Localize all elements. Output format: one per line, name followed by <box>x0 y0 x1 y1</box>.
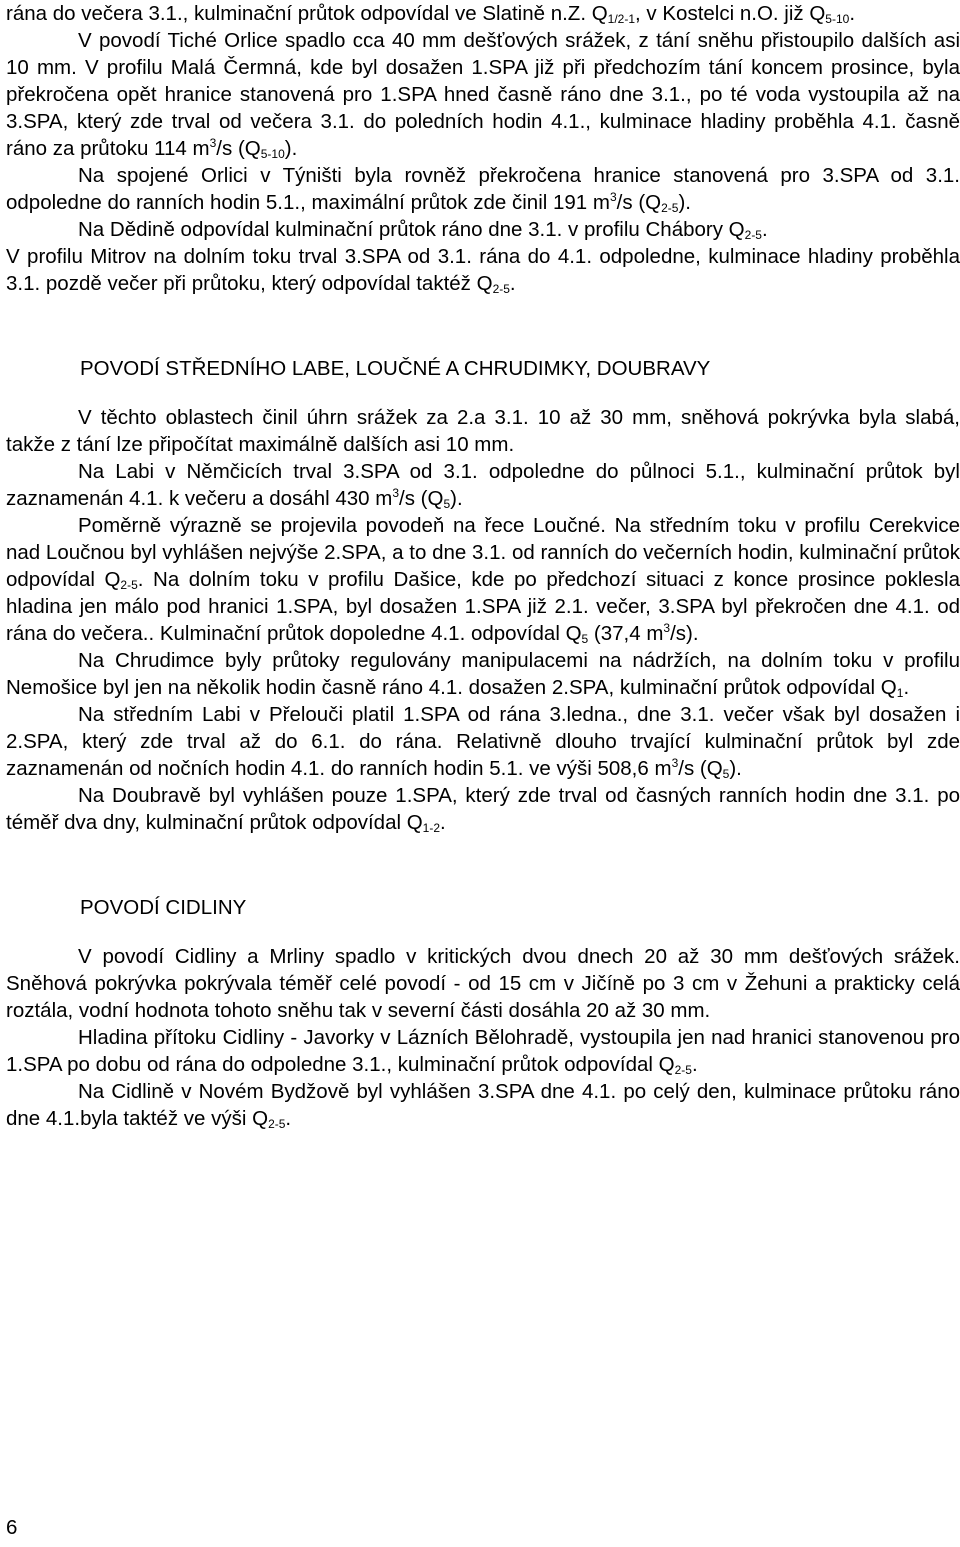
document-page <box>6 0 960 1132</box>
paragraph-loucna: Poměrně výrazně se projevila povodeň na řece Loučné. Na středním toku v profilu Cerekvice nad Loučnou byl vyhlášen nejvýše 2.SPA, a to dne 3.1. od ranních do večerních hodin, kulminační průtok odpovídal $Q_{2-5}$. Na dolním toku v profilu Dašice, kde po předchozí situaci z konce prosince poklesla hladina jen málo pod hranici 1.SPA, byl dosažen 1.SPA již 2.1. večer, 3.SPA byl překročen dne 4.1. od rána do večera.. Kulminační průtok dopoledne 4.1. odpovídal $Q_5$ (37,4 $m^3/s$). <box>6 514 960 646</box>
paragraph-dedina: Na Dědině odpovídal kulminační průtok ráno dne 3.1. v profilu Chábory $Q_{2-5}$. <box>78 218 768 242</box>
paragraph-chrudimka: Na Chrudimce byly průtoky regulovány manipulacemi na nádržích, na dolním toku v profilu Nemošice byl jen na několik hodin časně ráno 4.1. dosažen 2.SPA, kulminační průtok odpovídal $Q_1$. <box>6 649 960 700</box>
paragraph-doubrava: Na Doubravě byl vyhlášen pouze 1.SPA, který zde trval od časných ranních hodin dne 3.1. po téměř dva dny, kulminační průtok odpovídal $Q_{1-2}$. <box>6 784 960 835</box>
paragraph-javorka: Hladina přítoku Cidliny - Javorky v Lázních Bělohradě, vystoupila jen nad hranici stanovenou pro 1.SPA po dobu od rána do odpoledne 3.1., kulminační průtok odpovídal $Q_{2-5}$. <box>6 1026 960 1077</box>
paragraph-mitrov: V profilu Mitrov na dolním toku trval 3.SPA od 3.1. rána do 4.1. odpoledne, kulminace hladiny proběhla 3.1. pozdě večer při průtoku, který odpovídal taktéž $Q_{2-5}$. <box>6 245 960 296</box>
page-number: 6 <box>6 1516 18 1539</box>
paragraph-nemcice: Na Labi v Němčicích trval 3.SPA od 3.1. odpoledne do půlnoci 5.1., kulminační průtok byl zaznamenán 4.1. k večeru a dosáhl 430 $m^3/s$ $(Q_5)$. <box>6 460 960 511</box>
section-heading-stredni-labe: POVODÍ STŘEDNÍHO LABE, LOUČNÉ A CHRUDIMKY, DOUBRAVY <box>80 357 711 380</box>
paragraph-ticha-orlice: V povodí Tiché Orlice spadlo cca 40 mm dešťových srážek, z tání sněhu přistoupilo dalších asi 10 mm. V profilu Malá Čermná, kde byl dosažen 1.SPA již při předchozím tání koncem prosince, byla překročena opět hranice stanovená pro 1.SPA hned časně ráno dne 3.1., po té voda vystoupila až na 3.SPA, který zde trval od večera 3.1. do poledních hodin 4.1., kulminace hladiny proběhla 4.1. časně ráno za průtoku 114 $m^3/s$ $(Q_{5-10})$. <box>6 29 960 161</box>
paragraph-orlice-continued: rána do večera 3.1., kulminační průtok odpovídal ve Slatině n.Z. $Q_{1/2-1}$, v Kostelci n.O. již $Q_{5-10}$. <box>6 2 856 26</box>
paragraph-tyniste: Na spojené Orlici v Týništi byla rovněž překročena hranice stanovená pro 3.SPA od 3.1. odpoledne do ranních hodin 5.1., maximální průtok zde činil 191 $m^3/s$ $(Q_{2-5})$. <box>6 164 960 215</box>
paragraph-novy-bydzov: Na Cidlině v Novém Bydžově byl vyhlášen 3.SPA dne 4.1. po celý den, kulminace průtoku ráno dne 4.1.byla taktéž ve výši $Q_{2-5}$. <box>6 1080 960 1131</box>
paragraph-srazky-labe: V těchto oblastech činil úhrn srážek za 2.a 3.1. 10 až 30 mm, sněhová pokrývka byla slabá, takže z tání lze připočítat maximálně dalších asi 10 mm. <box>6 406 960 456</box>
section-heading-cidlina: POVODÍ CIDLINY <box>80 896 247 919</box>
paragraph-prelouc: Na středním Labi v Přelouči platil 1.SPA od rána 3.ledna., dne 3.1. večer však byl dosažen i 2.SPA, který zde trval až do 6.1. do rána. Relativně dlouho trvající kulminační průtok byl zde zaznamenán od nočních hodin 4.1. do ranních hodin 5.1. ve výši 508,6 $m^3/s$ $(Q_5)$. <box>6 703 960 781</box>
paragraph-srazky-cidlina: V povodí Cidliny a Mrliny spadlo v kritických dvou dnech 20 až 30 mm dešťových srážek. Sněhová pokrývka pokrývala téměř celé povodí - od 15 cm v Jičíně po 3 cm v Žehuni a prakticky celá roztála, vodní hodnota tohoto sněhu tak v severní části dosáhla 20 až 30 mm. <box>6 945 960 1022</box>
